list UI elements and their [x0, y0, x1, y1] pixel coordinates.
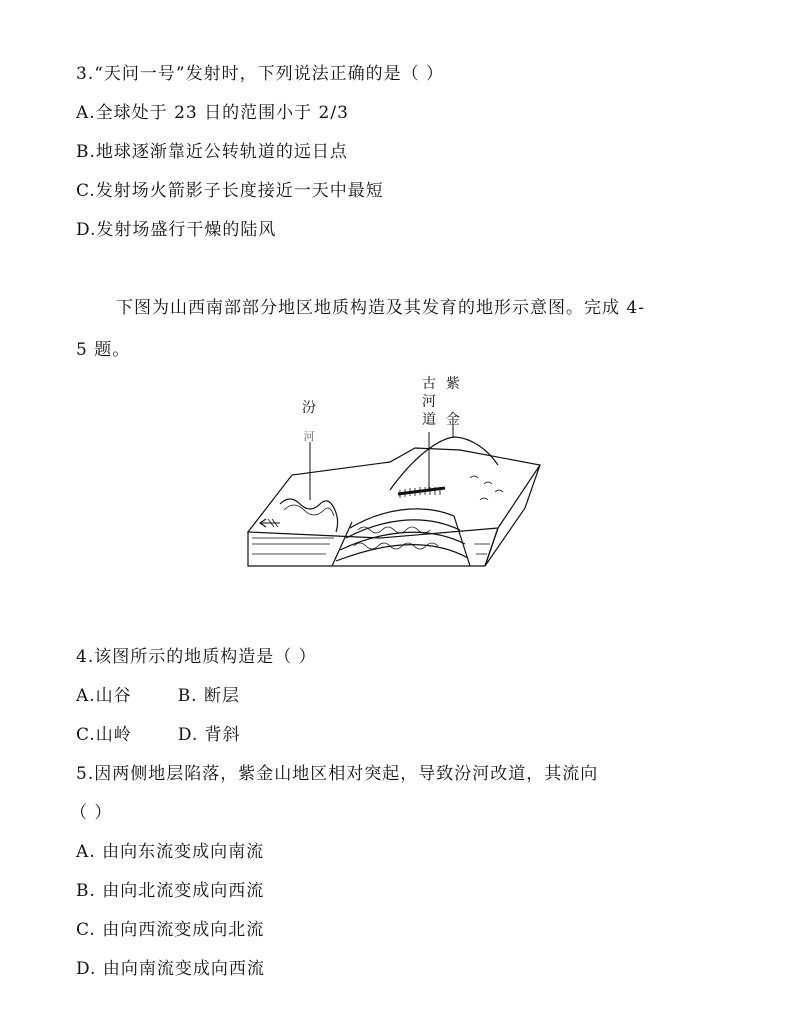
right-fault-line — [454, 516, 470, 566]
intro-line-2: 5 题。 — [76, 340, 131, 360]
intro-line-1: 下图为山西南部部分地区地质构造及其发育的地形示意图。完成 4- — [116, 298, 645, 318]
fen-river — [280, 499, 338, 532]
anticline-layer — [350, 509, 454, 528]
figure-label-jin: 金 — [446, 412, 460, 428]
q4-stem: 4.该图所示的地质构造是（ ） — [76, 647, 317, 667]
figure-label-he2: 河 — [422, 394, 436, 410]
q3-stem: 3.“天问一号”发射时，下列说法正确的是（ ） — [76, 64, 445, 84]
anticline-layer — [340, 532, 465, 550]
surface-texture — [470, 476, 503, 500]
q4-options-row-1 — [76, 684, 240, 708]
right-strata — [474, 544, 490, 554]
q3-option-a: A.全球处于 23 日的范围小于 2/3 — [76, 103, 349, 123]
q3-option-c: C.发射场火箭影子长度接近一天中最短 — [76, 181, 384, 201]
figure-label-zi: 紫 — [446, 376, 460, 392]
figure-label-fen: 汾 — [302, 400, 316, 416]
figure-label-he: 河 — [303, 430, 315, 443]
q3-option-d: D.发射场盛行干燥的陆风 — [76, 220, 277, 240]
q5-option-c: C. 由向西流变成向北流 — [76, 920, 265, 940]
fen-river-bank — [284, 505, 334, 516]
q4-option-d: D. 背斜 — [177, 725, 241, 745]
q4-option-b: B. 断层 — [177, 686, 240, 706]
q5-paren: （ ） — [70, 803, 113, 823]
figure-label-gu: 古 — [422, 376, 436, 392]
q5-option-a: A. 由向东流变成向南流 — [76, 842, 265, 862]
left-strata — [252, 538, 334, 554]
left-fault-line — [332, 522, 352, 566]
q3-option-b: B.地球逐渐靠近公转轨道的远日点 — [76, 142, 348, 162]
q4-options-row-2 — [76, 723, 241, 747]
geologic-block-diagram — [240, 420, 560, 575]
q4-option-a: A.山谷 — [76, 686, 132, 706]
q5-option-d: D. 由向南流变成向西流 — [76, 959, 265, 979]
q4-option-c: C.山岭 — [76, 725, 132, 745]
block-right-face — [485, 465, 540, 566]
q5-option-b: B. 由向北流变成向西流 — [76, 881, 265, 901]
figure-label-dao: 道 — [422, 412, 436, 428]
mountain-ridge — [390, 437, 498, 490]
q5-stem: 5.因两侧地层陷落，紫金山地区相对突起，导致汾河改道，其流向 — [76, 764, 599, 784]
anticline-layer — [336, 545, 468, 561]
